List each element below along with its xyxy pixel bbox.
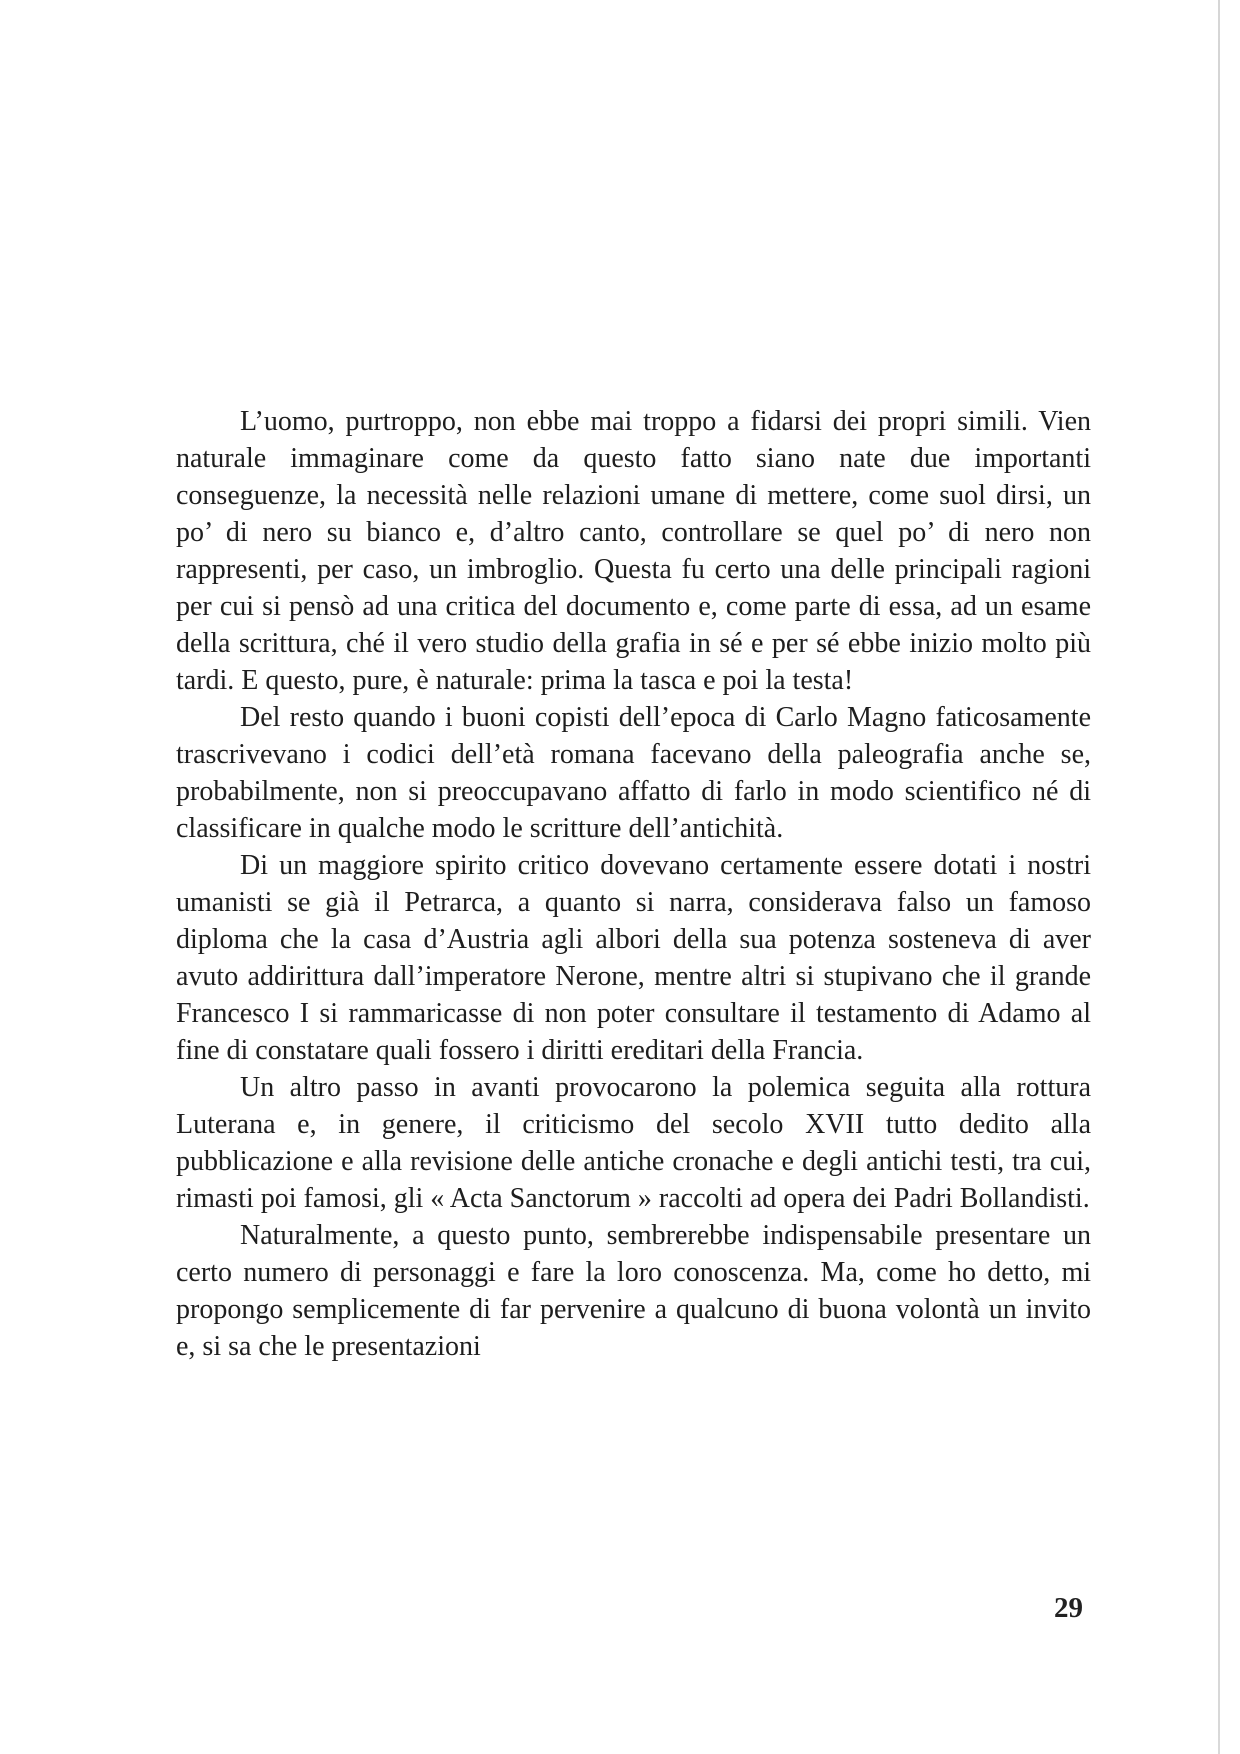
paragraph-5: Naturalmente, a questo punto, sembrerebbe indispensabile presentare un certo numero di personaggi e fare la loro conoscenza. Ma, come ho detto, mi propongo semplicemente di far pervenire a qualcuno di buona volontà un invito e, si sa che le presentazioni — [176, 1220, 1091, 1362]
paragraph-1: L’uomo, purtroppo, non ebbe mai troppo a fidarsi dei propri simili. Vien naturale immaginare come da questo fatto siano nate due importanti conseguenze, la necessità nelle relazioni umane di mettere, come suol dirsi, un po’ di nero su bianco e, d’altro canto, controllare se quel po’ di nero non rappresenti, per caso, un imbroglio. Questa fu certo una delle principali ragioni per cui si pensò ad una critica del documento e, come parte di essa, ad un esame della scrittura, ché il vero studio della grafia in sé e per sé ebbe inizio molto più tardi. E questo, pure, è naturale: prima la tasca e poi la testa! — [176, 406, 1091, 696]
paragraph-3: Di un maggiore spirito critico dovevano certamente essere dotati i nostri umanisti se già il Petrarca, a quanto si narra, considerava falso un famoso diploma che la casa d’Austria agli albori della sua potenza sosteneva di aver avuto addirittura dall’imperatore Nerone, mentre altri si stupivano che il grande Francesco I si rammaricasse di non poter consultare il testamento di Adamo al fine di constatare quali fossero i diritti ereditari della Francia. — [176, 850, 1091, 1066]
paragraph-4: Un altro passo in avanti provocarono la polemica seguita alla rottura Luterana e, in genere, il criticismo del secolo XVII tutto dedito alla pubblicazione e alla revisione delle antiche cronache e degli antichi testi, tra cui, rimasti poi famosi, gli « Acta Sanctorum » raccolti ad opera dei Padri Bollandisti. — [176, 1072, 1091, 1214]
body-text — [176, 403, 1091, 1365]
page-edge-divider — [1218, 0, 1220, 1754]
paragraph-2: Del resto quando i buoni copisti dell’epoca di Carlo Magno faticosamente trascrivevano i codici dell’età romana facevano della paleografia anche se, probabilmente, non si preoccupavano affatto di farlo in modo scientifico né di classificare in qualche modo le scritture dell’antichità. — [176, 702, 1091, 844]
page-number: 29 — [1054, 1592, 1083, 1624]
